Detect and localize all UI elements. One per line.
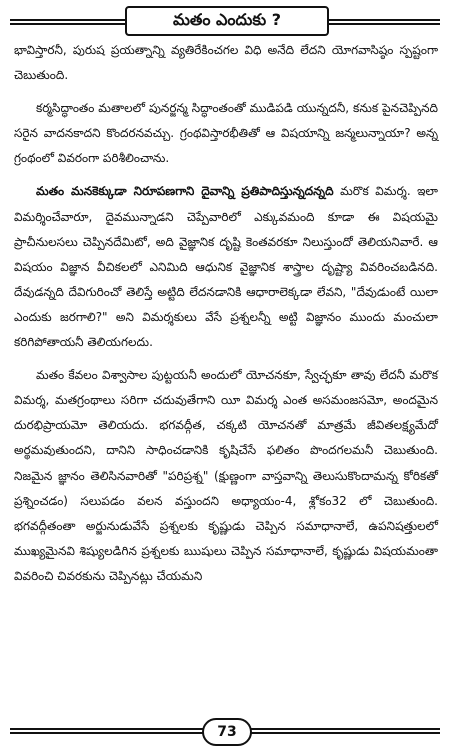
paragraph-3-lead: మతం మనకెక్కుడా నిరూపణగాని దైవాన్ని ప్రతిపాదిస్తున్నదన్నది [36, 184, 334, 199]
chapter-title: మతం ఎందుకు ? [125, 6, 329, 36]
paragraph-4: మతం కేవలం విశ్వాసాల పుట్టయనీ అందులో యోచనకూ, స్వేచ్ఛకూ తావు లేదనీ మరొక విమర్శ, మతగ్రంథాలు సరిగా చదువుతేగాని యీ విమర్శ ఎంత అసమంజసమో, అందమైన దురభిప్రాయమో తెలియదు. భగవద్గీత, చక్కటి యోచనతో మాత్రమే జీవితలక్ష్యమేదో అర్థమవుతుందని, దానిని సాధించడానికి కృషిచేసే ఫలితం పొందగలమనీ చెబుతుంది. నిజమైన జ్ఞానం తెలిసినవారితో "పరిప్రశ్న" (క్షుణ్ణంగా వాస్తవాన్ని తెలుసుకొందామన్న కోరికతో ప్రశ్నించడం) సలుపడం వలన వస్తుందని అధ్యాయం-4, శ్లోకం32 లో చెబుతుంది. భగవద్గీతంతా అర్జునుడువేసే ప్రశ్నలకు కృష్ణుడు చెప్పిన సమాధానాలే, ఉపనిషత్తులలో ముఖ్యమైనవి శిష్యులడిగిన ప్రశ్నలకు ఋషులు చెప్పిన సమాధానాలే, కృష్ణుడు విషయమంతా వివరించి చివరకును చెప్పినట్లు చేయమని [14, 368, 438, 583]
paragraph-1: భావిస్తారనీ, పురుష ప్రయత్నాన్ని వ్యతిరేకించగల విధి అనేది లేదని యోగవాసిష్ఠం స్పష్టంగా చెబుతుంది. [14, 43, 438, 83]
page-body [14, 38, 438, 589]
paragraph-3 [14, 179, 438, 355]
page-header [10, 6, 440, 34]
page-footer [10, 717, 440, 745]
paragraph-2: కర్మసిద్ధాంతం మతాలలో పునర్జన్మ సిద్ధాంతంతో ముడిపడి యున్నదనీ, కనుక పైనచెప్పినది సరైన వాదనకాదని కొందరనవచ్చు. గ్రంథవిస్తారభీతితో ఆ విషయాన్ని జన్మలున్నాయా? అన్న గ్రంథంలో వివరంగా పరిశీలించాను. [14, 101, 438, 166]
paragraph-3-text: మరొక విమర్శ. ఇలా విమర్శించేవారూ, దైవమున్నాడని చెప్పేవారిలో ఎక్కువమంది కూడా ఈ విషయమై ప్రాచీనులసలు చెప్పినదేమిటో, అది వైజ్ఞానిక దృష్టి కెంతవరకూ నిలుస్తుందో తెలియనివారే. ఆ విషయం విజ్ఞాన వీచికలలో ఎనిమిది ఆధునిక వైజ్ఞానిక శాస్త్రాల దృష్ట్యా వివరించబడినది. దేవుడన్నది దేవిగురించో తెలిస్తే అట్టిది లేదనడానికి ఆధారాలెక్కడా లేవని, "దేవుడుంటే యిలా ఎందుకు జరగాలి?" అని విమర్శకులు వేసే ప్రశ్నలన్నీ అట్టి విజ్ఞానం ముందు మంచులా కరిగిపోతాయనీ తెలియగలదు. [14, 184, 438, 350]
page-number: 73 [202, 718, 252, 746]
